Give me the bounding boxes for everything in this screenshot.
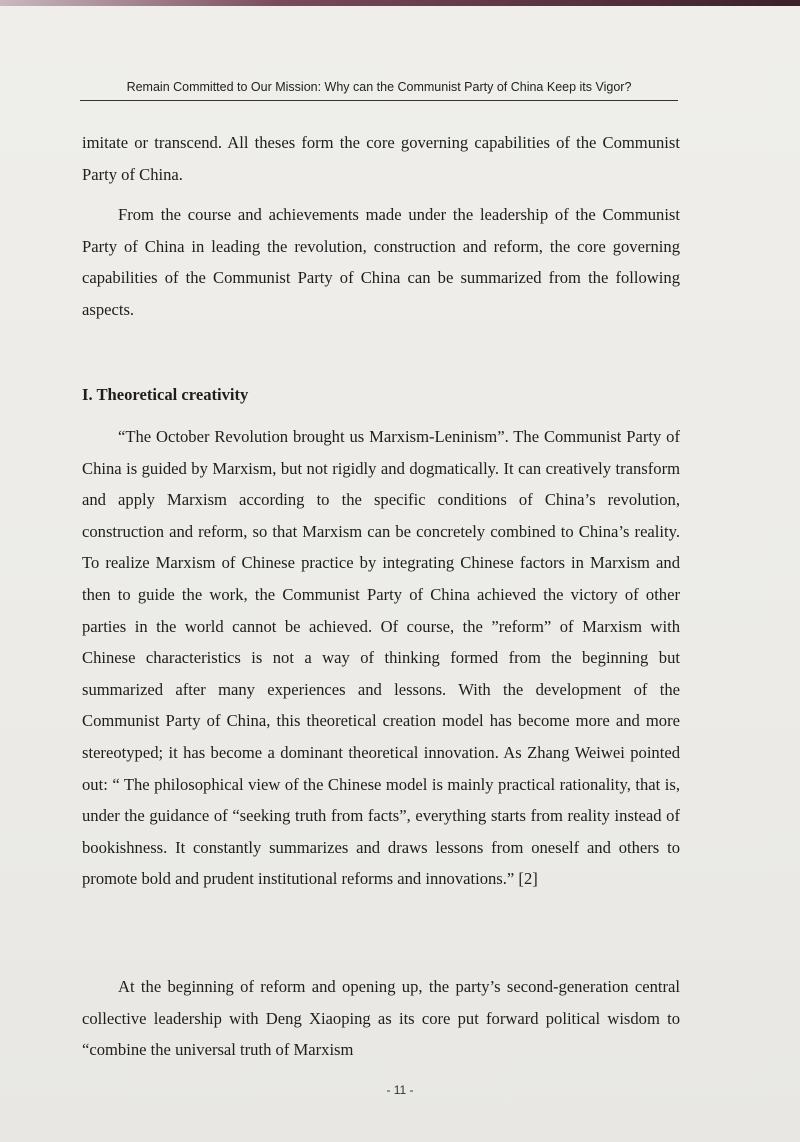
header-rule xyxy=(80,100,678,101)
paragraph-intro: From the course and achievements made under the leadership of the Communist Party of China in leading the revolution, construction and reform, the core governing capabilities of the Communist Party of China can be summarized from the following aspects. xyxy=(82,205,680,319)
running-header: Remain Committed to Our Mission: Why can the Communist Party of China Keep its Vigor? xyxy=(126,80,632,94)
paragraph-theoretical-creativity: “The October Revolution brought us Marxism-Leninism”. The Communist Party of China is guided by Marxism, but not rigidly and dogmatically. It can creatively transform and apply Marxism according to the specific conditions of China’s revolution, construction and reform, so that Marxism can be concretely combined to China’s reality. To realize Marxism of Chinese practice by integrating Chinese factors in Marxism and then to guide the work, the Communist Party of China achieved the victory of other parties in the world cannot be achieved. Of course, the ”reform” of Marxism with Chinese characteristics is not a way of thinking formed from the beginning but summarized after many experiences and lessons. With the development of the Communist Party of China, this theoretical creation model has become more and more stereotyped; it has become a dominant theoretical innovation. As Zhang Weiwei pointed out: “ The philosophical view of the Chinese model is mainly practical rationality, that is, under the guidance of “seeking truth from facts”, everything starts from reality instead of bookishness. It constantly summarizes and draws lessons from oneself and others to promote bold and prudent institutional reforms and innovations.” [2] xyxy=(82,427,680,889)
section-heading: I. Theoretical creativity xyxy=(82,385,249,404)
paragraph-reform-opening: At the beginning of reform and opening up, the party’s second-generation central collective leadership with Deng Xiaoping as its core put forward political wisdom to “combine the universal truth of Marxism xyxy=(82,977,680,1060)
page-number: - 11 - xyxy=(386,1083,414,1097)
paragraph-continuation: imitate or transcend. All theses form the core governing capabilities of the Communist Party of China. xyxy=(82,133,680,184)
